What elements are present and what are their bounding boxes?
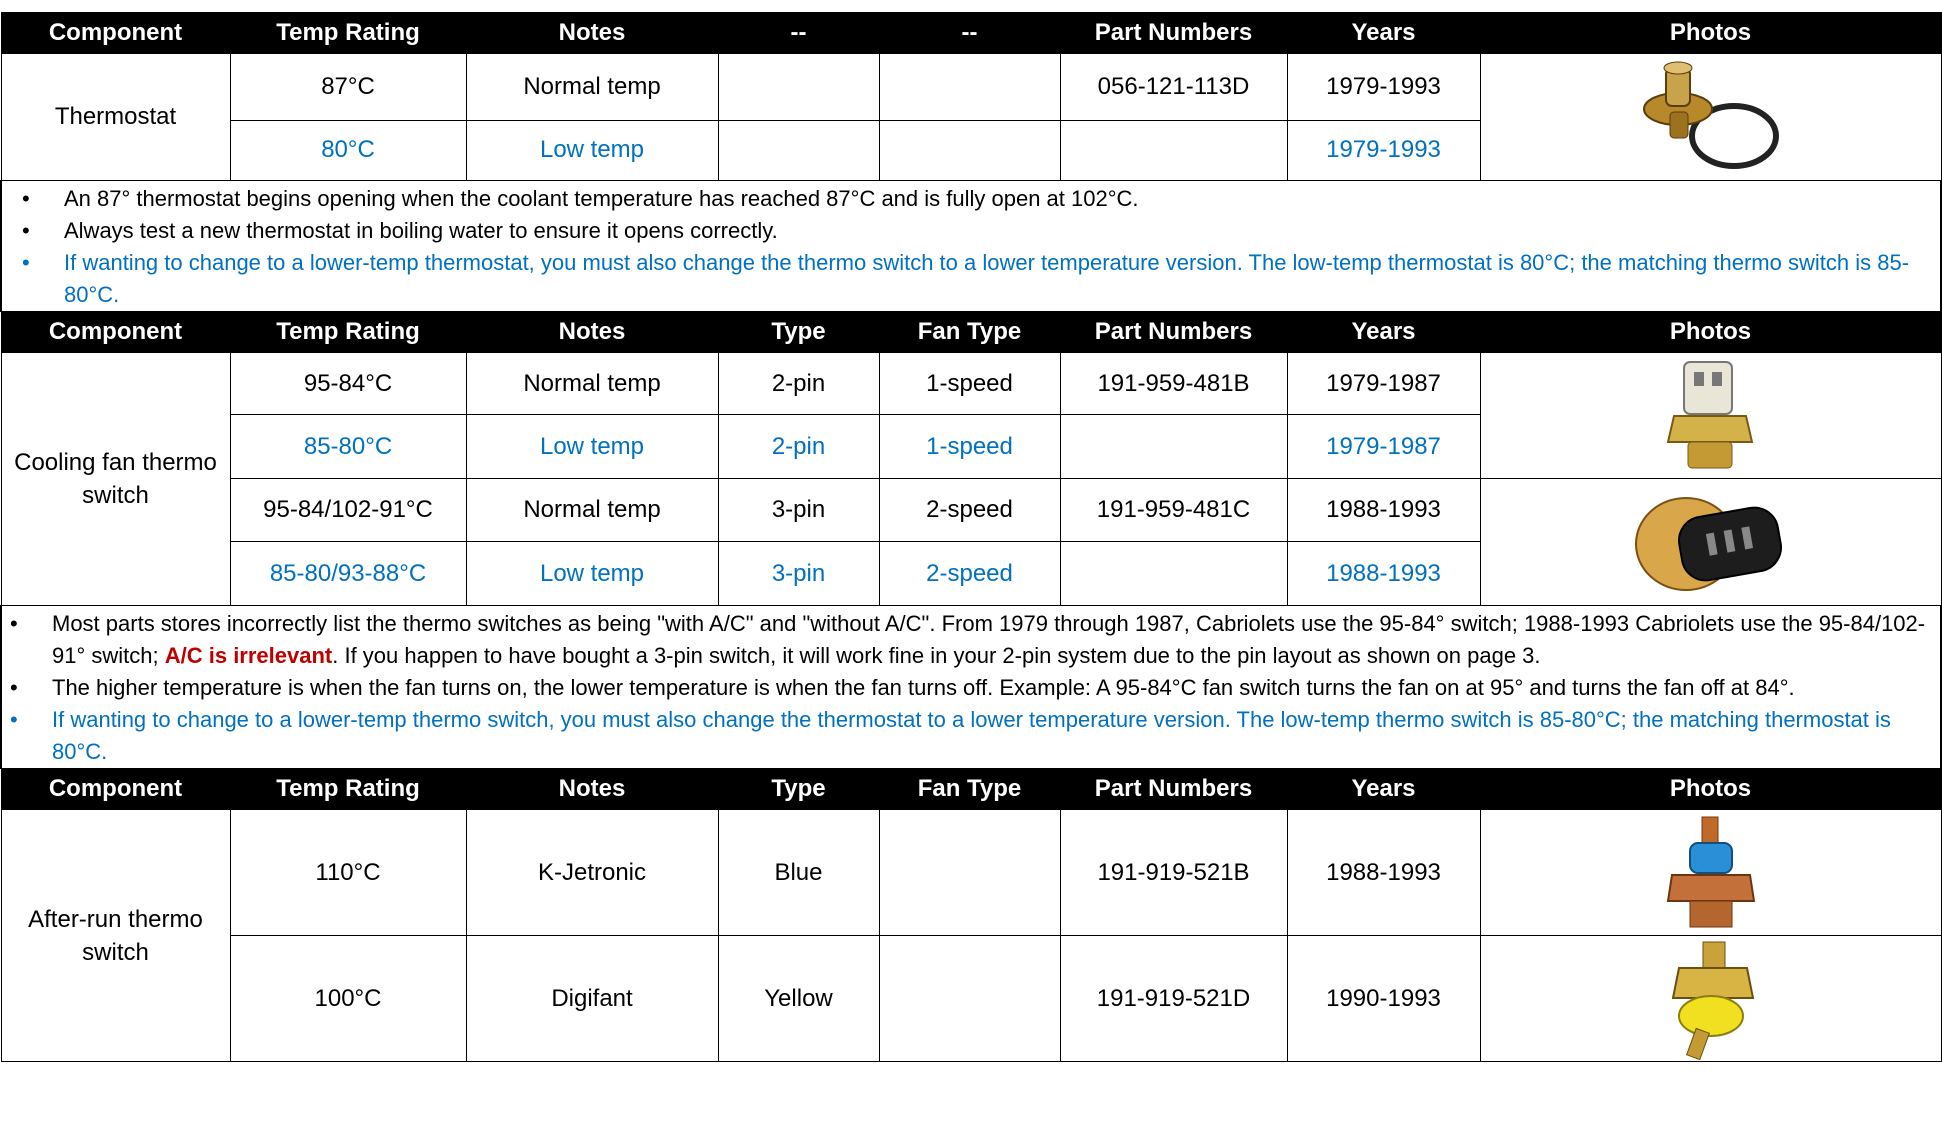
header-cell: Temp Rating [230, 769, 466, 810]
notes-cell: Digifant [466, 936, 718, 1062]
temp-cell: 85-80°C [230, 415, 466, 479]
warning-text: A/C is irrelevant [164, 643, 333, 668]
empty-cell [718, 54, 879, 121]
years-cell: 1988-1993 [1287, 542, 1480, 606]
part-cell [1060, 415, 1287, 479]
years-cell: 1979-1987 [1287, 415, 1480, 479]
header-cell: Part Numbers [1060, 312, 1287, 353]
notes-cell: Normal temp [466, 54, 718, 121]
photo-cell [1480, 353, 1941, 479]
years-cell: 1979-1993 [1287, 120, 1480, 180]
header-cell: Part Numbers [1060, 769, 1287, 810]
table-row [1, 936, 1941, 1062]
part-cell [1060, 542, 1287, 606]
notes-cell: Low temp [466, 415, 718, 479]
header-cell: Part Numbers [1060, 13, 1287, 54]
type-cell: 2-pin [718, 353, 879, 415]
table-row [1, 810, 1941, 936]
part-cell: 191-919-521D [1060, 936, 1287, 1062]
fan-cell: 2-speed [879, 542, 1060, 606]
table-row [1, 54, 1941, 121]
table-row [1, 479, 1941, 542]
type-cell: 3-pin [718, 542, 879, 606]
header-cell: Years [1287, 769, 1480, 810]
empty-cell [879, 54, 1060, 121]
notes-cell: Low temp [466, 542, 718, 606]
notes-cell: Normal temp [466, 353, 718, 415]
header-cell: Fan Type [879, 312, 1060, 353]
bullet-text: . If you happen to have bought a 3-pin switch, it will work fine in your 2-pin system due to the pin layout as shown on page 3. [332, 643, 1541, 668]
header-cell: Notes [466, 312, 718, 353]
header-cell: Fan Type [879, 769, 1060, 810]
component-cell: Cooling fan thermo switch [1, 353, 230, 606]
photo-cell [1480, 54, 1941, 181]
header-cell: Photos [1480, 13, 1941, 54]
notes-cell: K-Jetronic [466, 810, 718, 936]
bullet-item [2, 608, 1940, 672]
header-cell: Photos [1480, 769, 1941, 810]
two-pin-switch-photo [1656, 356, 1766, 476]
header-cell: -- [718, 13, 879, 54]
header-row [1, 769, 1941, 810]
header-row [1, 312, 1941, 353]
header-cell: Component [1, 13, 230, 54]
header-cell: -- [879, 13, 1060, 54]
temp-cell: 100°C [230, 936, 466, 1062]
temp-cell: 80°C [230, 120, 466, 180]
header-cell: Component [1, 312, 230, 353]
fan-cell [879, 936, 1060, 1062]
part-cell [1060, 120, 1287, 180]
bullet-list [2, 183, 1940, 311]
type-cell: Yellow [718, 936, 879, 1062]
blue-switch-photo [1656, 813, 1766, 933]
yellow-switch-photo [1651, 938, 1771, 1060]
header-cell: Type [718, 312, 879, 353]
notes-row [1, 181, 1941, 312]
empty-cell [718, 120, 879, 180]
header-cell: Temp Rating [230, 13, 466, 54]
component-cell: After-run thermo switch [1, 810, 230, 1062]
notes-cell: Normal temp [466, 479, 718, 542]
bullet-text: Most parts stores incorrectly list the thermo switches as being "with A/C" and "without A/C". From 1979 through 1987, Cabriolets use the 95-84° switch; 1988-1993 Cabriolets use the 95-84/102-91° switch; [52, 611, 1926, 668]
type-cell: 3-pin [718, 479, 879, 542]
parts-table [0, 12, 1942, 1062]
fan-cell [879, 810, 1060, 936]
bullet-list [2, 608, 1940, 768]
part-cell: 191-919-521B [1060, 810, 1287, 936]
photo-cell [1480, 810, 1941, 936]
header-cell: Years [1287, 312, 1480, 353]
type-cell: Blue [718, 810, 879, 936]
notes-cell [1, 181, 1941, 312]
header-cell: Component [1, 769, 230, 810]
notes-row [1, 606, 1941, 769]
bullet-item: • If wanting to change to a lower-temp thermostat, you must also change the thermo switch to a lower temperature version. The low-temp thermostat is 80°C; the matching thermo switch is 85-80°C. [2, 247, 1940, 311]
temp-cell: 95-84/102-91°C [230, 479, 466, 542]
header-cell: Temp Rating [230, 312, 466, 353]
table-row [1, 353, 1941, 415]
bullet-item: • The higher temperature is when the fan turns on, the lower temperature is when the fan turns off. Example: A 95-84°C fan switch turns the fan on at 95° and turns the fan off at 84°. [2, 672, 1940, 704]
notes-cell [1, 606, 1941, 769]
temp-cell: 95-84°C [230, 353, 466, 415]
thermostat-photo [1626, 54, 1796, 180]
header-cell: Notes [466, 13, 718, 54]
fan-cell: 1-speed [879, 415, 1060, 479]
three-pin-switch-photo [1626, 482, 1796, 602]
bullet-item: • An 87° thermostat begins opening when the coolant temperature has reached 87°C and is fully open at 102°C. [2, 183, 1940, 215]
years-cell: 1979-1993 [1287, 54, 1480, 121]
bullet-item: • Always test a new thermostat in boiling water to ensure it opens correctly. [2, 215, 1940, 247]
bullet-item: • If wanting to change to a lower-temp thermo switch, you must also change the thermostat to a lower temperature version. The low-temp thermo switch is 85-80°C; the matching thermostat is 80°C. [2, 704, 1940, 768]
photo-cell [1480, 479, 1941, 606]
header-cell: Notes [466, 769, 718, 810]
empty-cell [879, 120, 1060, 180]
temp-cell: 87°C [230, 54, 466, 121]
years-cell: 1988-1993 [1287, 810, 1480, 936]
part-cell: 191-959-481B [1060, 353, 1287, 415]
fan-cell: 1-speed [879, 353, 1060, 415]
temp-cell: 85-80/93-88°C [230, 542, 466, 606]
fan-cell: 2-speed [879, 479, 1060, 542]
parts-document [0, 12, 1940, 1062]
photo-cell [1480, 936, 1941, 1062]
type-cell: 2-pin [718, 415, 879, 479]
years-cell: 1988-1993 [1287, 479, 1480, 542]
part-cell: 056-121-113D [1060, 54, 1287, 121]
years-cell: 1979-1987 [1287, 353, 1480, 415]
component-cell: Thermostat [1, 54, 230, 181]
temp-cell: 110°C [230, 810, 466, 936]
header-row [1, 13, 1941, 54]
header-cell: Years [1287, 13, 1480, 54]
years-cell: 1990-1993 [1287, 936, 1480, 1062]
notes-cell: Low temp [466, 120, 718, 180]
header-cell: Photos [1480, 312, 1941, 353]
header-cell: Type [718, 769, 879, 810]
part-cell: 191-959-481C [1060, 479, 1287, 542]
